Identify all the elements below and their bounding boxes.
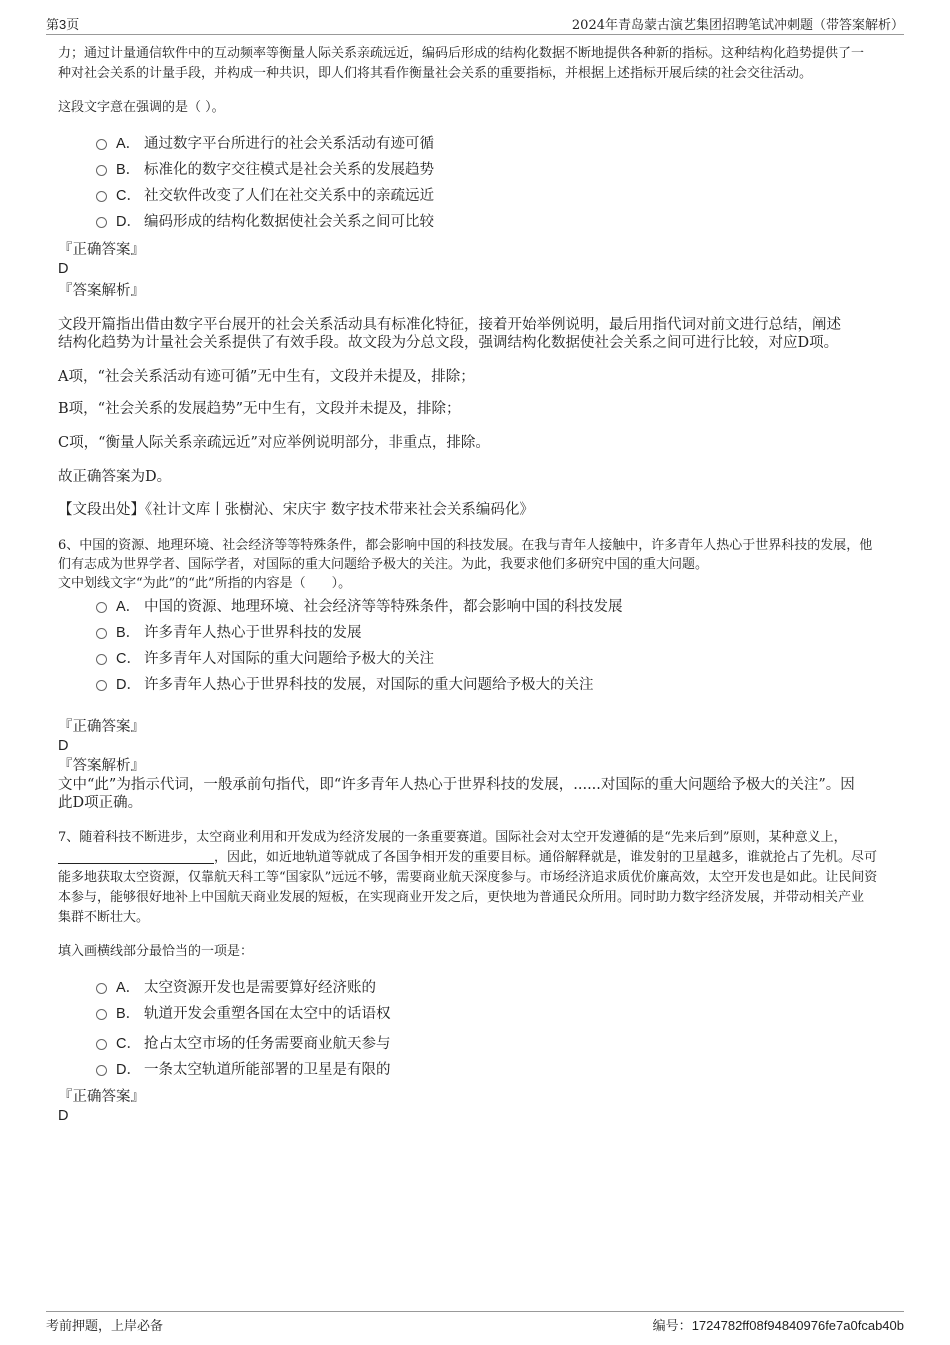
q6-analysis-label: 『答案解析』	[58, 758, 145, 774]
q7-passage-line-1: 7、随着科技不断进步，太空商业利用和开发成为经济发展的一条重要赛道。国际社会对太空开发遵循的是“先来后到”原则，某种意义上，	[58, 830, 847, 845]
q7-question: 填入画横线部分最恰当的一项是：	[58, 944, 254, 959]
page-number: 第3页	[46, 17, 80, 32]
radio-icon[interactable]	[96, 1009, 107, 1020]
page-footer	[46, 1311, 904, 1334]
radio-icon[interactable]	[96, 654, 107, 665]
q5-question: 这段文字意在强调的是（ ）。	[58, 100, 225, 115]
document-title: 2024年青岛蒙古演艺集团招聘笔试冲刺题（带答案解析）	[571, 18, 904, 33]
q5-option-b[interactable]: B． 标准化的数字交往模式是社会关系的发展趋势	[96, 160, 434, 180]
q6-analysis-line-2: 此D项正确。	[58, 795, 143, 811]
q7-option-c[interactable]: C． 抢占太空市场的任务需要商业航天参与	[96, 1034, 391, 1054]
q5-passage-line-2: 种对社会关系的计量手段，并构成一种共识，即人们将其看作衡量社会关系的重要指标，并根据上述指标开展后续的社会交往活动。	[58, 66, 813, 81]
q5-analysis-line-2: 结构化趋势为计量社会关系提供了有效手段。故文段为分总文段，强调结构化数据使社会关系之间可进行比较，对应D项。	[58, 335, 839, 351]
page-header	[46, 14, 904, 35]
radio-icon[interactable]	[96, 628, 107, 639]
q5-analysis-line-1: 文段开篇指出借由数字平台展开的社会关系活动具有标准化特征，接着开始举例说明，最后用指代词对前文进行总结，阐述	[58, 317, 841, 333]
q5-answer-label: 『正确答案』	[58, 242, 145, 258]
radio-icon[interactable]	[96, 983, 107, 994]
q6-analysis-line-1: 文中“此”为指示代词，一般承前句指代，即“许多青年人热心于世界科技的发展，......对国际的重大问题给予极大的关注”。因	[58, 777, 855, 793]
q5-option-a[interactable]: A． 通过数字平台所进行的社会关系活动有迹可循	[96, 134, 434, 154]
q5-analysis-label: 『答案解析』	[58, 283, 145, 299]
footer-slogan: 考前押题，上岸必备	[46, 1319, 164, 1334]
q6-option-c[interactable]: C． 许多青年人对国际的重大问题给予极大的关注	[96, 649, 434, 669]
q5-option-c[interactable]: C． 社交软件改变了人们在社交关系中的亲疏远近	[96, 186, 434, 206]
q5-source: 【文段出处】《社计文库丨张樹沁、宋庆宇 数字技术带来社会关系编码化》	[58, 502, 534, 518]
q6-option-a[interactable]: A． 中国的资源、地理环境、社会经济等等特殊条件，都会影响中国的科技发展	[96, 597, 623, 617]
q7-answer-label: 『正确答案』	[58, 1089, 145, 1105]
q6-passage-line-1: 6、中国的资源、地理环境、社会经济等等特殊条件，都会影响中国的科技发展。在我与青年人接触中，许多青年人热心于世界科技的发展，他	[58, 538, 873, 553]
q7-option-d[interactable]: D． 一条太空轨道所能部署的卫星是有限的	[96, 1060, 391, 1080]
fill-in-blank	[58, 849, 214, 864]
q7-answer: D	[58, 1108, 69, 1124]
q5-passage-line-1: 力；通过计量通信软件中的互动频率等衡量人际关系亲疏远近，编码后形成的结构化数据不断地提供各种新的指标。这种结构化趋势提供了一	[58, 46, 865, 61]
radio-icon[interactable]	[96, 680, 107, 691]
radio-icon[interactable]	[96, 1065, 107, 1076]
radio-icon[interactable]	[96, 191, 107, 202]
q7-option-a[interactable]: A． 太空资源开发也是需要算好经济账的	[96, 978, 376, 998]
q6-question: 文中划线文字“为此”的“此”所指的内容是（ ）。	[58, 576, 352, 591]
q6-option-b[interactable]: B． 许多青年人热心于世界科技的发展	[96, 623, 362, 643]
q5-option-d[interactable]: D． 编码形成的结构化数据使社会关系之间可比较	[96, 212, 434, 232]
q7-option-b[interactable]: B． 轨道开发会重塑各国在太空中的话语权	[96, 1004, 391, 1024]
radio-icon[interactable]	[96, 602, 107, 613]
q5-conclusion: 故正确答案为D。	[58, 469, 172, 485]
document-id: 编号：1724782ff08f94840976fe7a0fcab40b	[652, 1318, 904, 1334]
q5-analysis-a: A项，“社会关系活动有迹可循”无中生有，文段并未提及，排除；	[58, 369, 475, 385]
radio-icon[interactable]	[96, 1039, 107, 1050]
radio-icon[interactable]	[96, 139, 107, 150]
q7-passage-line-3: 能多地获取太空资源，仅靠航天科工等“国家队”远远不够，需要商业航天深度参与。市场经济追求质优价廉高效，太空开发也是如此。让民间资	[58, 870, 878, 885]
q7-passage-line-4: 本参与，能够很好地补上中国航天商业发展的短板，在实现商业开发之后，更快地为普通民众所用。同时助力数字经济发展，并带动相关产业	[58, 890, 865, 905]
q6-passage-line-2: 们有志成为世界学者、国际学者，对国际的重大问题给予极大的关注。为此，我要求他们多研究中国的重大问题。	[58, 557, 709, 572]
q6-answer: D	[58, 738, 69, 754]
q6-option-d[interactable]: D． 许多青年人热心于世界科技的发展，对国际的重大问题给予极大的关注	[96, 675, 594, 695]
radio-icon[interactable]	[96, 165, 107, 176]
q6-answer-label: 『正确答案』	[58, 719, 145, 735]
q5-answer: D	[58, 261, 69, 277]
q7-passage-line-5: 集群不断壮大。	[58, 910, 150, 925]
q5-analysis-b: B项，“社会关系的发展趋势”无中生有，文段并未提及，排除；	[58, 401, 461, 417]
radio-icon[interactable]	[96, 217, 107, 228]
q7-passage-line-2: ，因此，如近地轨道等就成了各国争相开发的重要目标。通俗解释就是，谁发射的卫星越多，谁就抢占了先机。尽可	[58, 848, 877, 868]
q5-analysis-c: C项，“衡量人际关系亲疏远近”对应举例说明部分，非重点，排除。	[58, 435, 490, 451]
